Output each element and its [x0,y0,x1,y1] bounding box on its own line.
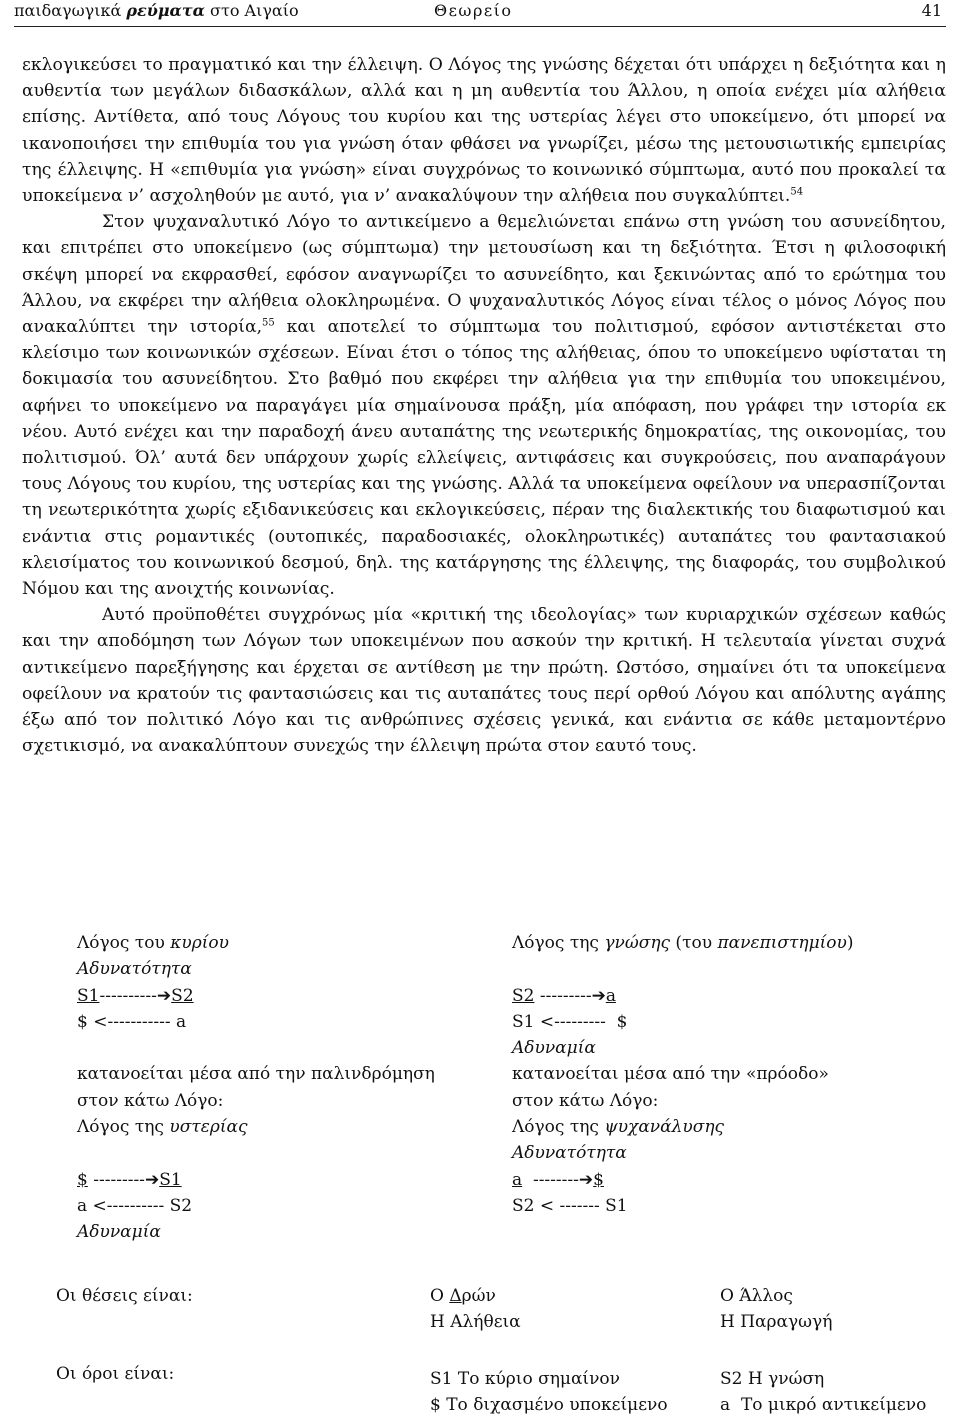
university-discourse-title: Λόγος της γνώσης (του πανεπιστημίου) [512,933,854,953]
inability-label: Αδυναμία [77,1222,161,1243]
hysteric-discourse-title: Λόγος της υστερίας [77,1117,248,1138]
footnote-ref-54[interactable]: 54 [790,186,804,198]
arrow-right-icon: ➔ [144,1169,160,1190]
master-discourse-column [77,930,435,1246]
page-number: 41 [921,1,942,20]
position-truth: Η Αλήθεια [430,1312,521,1332]
arrow-right-icon: ➔ [578,1169,594,1190]
position-agent: Ο Δρών [430,1286,496,1306]
formula-subject-s1: $ ---------➔S1 [77,1169,182,1190]
position-other: Ο Άλλος [720,1286,793,1306]
positions-label-text: Οι θέσεις είναι: [56,1286,193,1306]
lower-discourse-label: στον κάτω Λόγο: [77,1090,224,1111]
progress-note: κατανοείται μέσα από την «πρόοδο» [512,1064,829,1085]
position-production: Η Παραγωγή [720,1312,833,1332]
impossibility-label: Αδυνατότητα [77,959,192,980]
footnote-ref-55[interactable]: 55 [262,317,275,329]
terms-label [56,1361,174,1387]
formula-s1-subject: S1 <--------- $ [512,1011,628,1032]
terms-col-2 [720,1366,926,1418]
formula-s2-s1: S2 < ------- S1 [512,1195,628,1216]
positions-label [56,1283,193,1309]
formula-s2-a: S2 ---------➔a [512,985,616,1006]
term-s1: S1 Το κύριο σημαίνον [430,1369,620,1389]
term-subject: $ Το διχασμένο υποκείμενο [430,1395,668,1415]
paragraph-3: Αυτό προϋποθέτει συγχρόνως μία «κριτική της ιδεολογίας» των κυριαρχικών σχέσεων καθώς και την αποδόμηση των Λόγων των υποκειμένων που ασκούν την κριτική. Η τελευταία γίνεται συχνά αντικείμενο παρεξήγησης και έρχεται σε αντίθεση με την πρώτη. Ωστόσο, σημαίνει ότι τα υποκείμενα οφείλουν να κρατούν τις φαντασιώσεις και τις αυταπάτες τους περί ορθού Λόγου και απόλυτης αγάπης έξω από τον πολιτικό Λόγο και τις ανθρώπινες σχέσεις γενικά, και ενάντια σε κάθε μεταμοντέρνο σχετικισμό, να ανακαλύπτουν συνεχώς την έλλειψη πρώτα στον εαυτό τους. [22,605,946,757]
running-header [14,0,946,27]
paragraph-2: Στον ψυχαναλυτικό Λόγο το αντικείμενο a θεμελιώνεται επάνω στη γνώση του ασυνείδητου, και επιτρέπει στο υποκείμενο (ως σύμπτωμα) την μετουσίωση και τη δεξιότητα. Έτσι η φιλοσοφική σκέψη μπορεί να εκφρασθεί, εφόσον αναγνωρίζει το ασυνείδητο, και ξεκινώντας από το ερώτημα του Άλλου, να εκφέρει την αλήθεια ολοκληρωμένα. Ο ψυχαναλυτικός Λόγος είναι τέλος ο μόνος Λόγος που ανακαλύπτει την ιστορία,$^{55}$ και αποτελεί το σύμπτωμα του πολιτισμού, εφόσον αντιστέκεται στο κλείσιμο των κοινωνικών σχέσεων. Είναι έτσι ο τόπος της αλήθειας, όπου το υποκείμενο υφίσταται τη δοκιμασία του ασυνείδητου. Στο βαθμό που εκφέρει την αλήθεια για την επιθυμία του υποκειμένου, αφήνει το υποκείμενο να παραγάγει μία σημαίνουσα πράξη, μία απόφαση, που γράφει την ιστορία εκ νέου. Αυτό ενέχει και την παραδοχή άνευ αυταπάτης της νεωτερικής δημοκρατίας, της οικονομίας, του πολιτισμού. Όλ’ αυτά δεν υπάρχουν χωρίς ελλείψεις, αντιφάσεις και συγκρούσεις, που αναπαράγουν τους Λόγους του κυρίου, της υστερίας και της γνώσης. Αλλά τα υποκείμενα οφείλουν να υπερασπίζονται τη νεωτερικότητα χωρίς εξιδανικεύσεις και εκλογικεύσεις, πέραν της διαλεκτικής του διαφωτισμού και ενάντια στις ρομαντικές (ουτοπικές, παραδοσιακές, ολοκληρωτικές) αυταπάτες του φαντασιακού κλεισίματος του κοινωνικού δεσμού, δηλ. της κατάργησης της έλλειψης, της διαφοράς, του συμβολικού Νόμου και της ανοιχτής κοινωνίας. [22,212,946,600]
term-s2: S2 Η γνώση [720,1369,825,1389]
journal-title: παιδαγωγικά ρεύματα στο Αιγαίο [14,1,299,20]
positions-col-2 [720,1283,832,1335]
arrow-right-icon: ➔ [591,985,606,1006]
analyst-discourse-title: Λόγος της ψυχανάλυσης [512,1117,725,1138]
regression-note: κατανοείται μέσα από την παλινδρόμηση [77,1064,435,1085]
formula-s1-s2: S1----------➔S2 [77,985,194,1006]
positions-col-1 [430,1283,521,1335]
impossibility-label: Αδυνατότητα [512,1143,627,1164]
formula-a-subject: a --------➔$ [512,1169,604,1190]
section-title: Θεωρείο [434,1,513,20]
terms-col-1 [430,1366,668,1418]
university-discourse-column [512,930,854,1219]
arrow-right-icon: ➔ [156,985,172,1006]
master-discourse-title: Λόγος του κυρίου [77,933,229,953]
formula-subject-a: $ <----------- a [77,1011,187,1032]
inability-label: Αδυναμία [512,1038,596,1059]
body-text [22,52,946,759]
term-object-a: a Το μικρό αντικείμενο [720,1395,927,1415]
formula-a-s2: a <---------- S2 [77,1195,193,1216]
terms-label-text: Οι όροι είναι: [56,1364,175,1384]
lower-discourse-label: στον κάτω Λόγο: [512,1090,659,1111]
paragraph-1: εκλογικεύσει το πραγματικό και την έλλειψη. Ο Λόγος της γνώσης δέχεται ότι υπάρχει η δεξιότητα και η αυθεντία των μεγάλων διδασκάλων, αλλά και η μη αυθεντία του Άλλου, η οποία ενέχει μία αλήθεια επίσης. Αντίθετα, από τους Λόγους του κυρίου και της υστερίας λέγει στο υποκείμενο, ότι μπορεί να ικανοποιήσει την επιθυμία του για γνώση όταν φθάσει να γνωρίζει, μέσω της μετουσιωτικής εμπειρίας της έλλειψης. Η «επιθυμία για γνώση» είναι συγχρόνως το κοινωνικό σύμπτωμα, αυτό που προκαλεί τα υποκείμενα ν’ ασχοληθούν με αυτό, για ν’ ανακαλύψουν την αλήθεια που συγκαλύπτει.$^{54}$ [22,55,946,207]
